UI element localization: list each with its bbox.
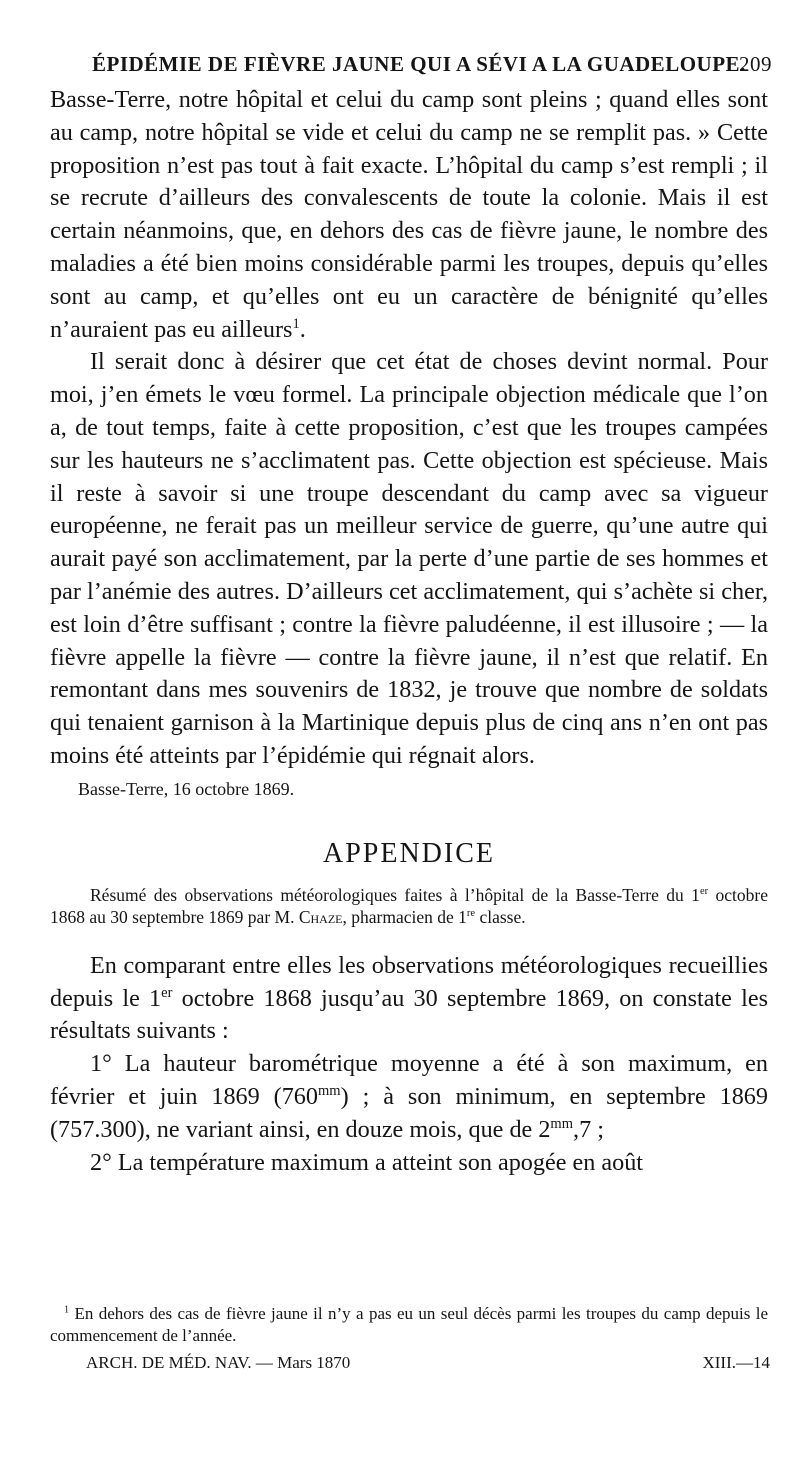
signature-mark: XIII.—14	[702, 1353, 770, 1372]
signature-line: Basse-Terre, 16 octobre 1869.	[78, 778, 295, 799]
summary-text-d: classe.	[475, 906, 526, 927]
paragraph-1-text: Basse-Terre, notre hôpital et celui du camp sont pleins ; quand elles sont au camp, notre hôpital se vide et celui du camp ne se remplit pas. » Cette proposition n’est pas tout à fait exacte. L’hôpital du camp s’est rempli ; il se recrute d’ailleurs des convalescents de toute la colonie. Mais il est certain néanmoins, que, en dehors des cas de fièvre jaune, le nombre des maladies a été bien moins considérable parmi les troupes, depuis qu’elles sont au camp, et qu’elles ont eu un caractère de bénignité qu’elles n’auraient pas eu ailleurs	[50, 86, 768, 343]
appendix-title: APPENDICE	[322, 837, 495, 869]
summary-author: Chaze	[298, 906, 343, 927]
item-1-text-a: 1° La hauteur barométrique moyenne a été à son maximum, en février et juin 1869 (760	[50, 1050, 768, 1110]
footnote	[50, 1303, 768, 1347]
footnote-marker: 1	[64, 1304, 70, 1316]
intro-text-a: En comparant entre elles les observations météorologiques recueillies depuis le 1	[50, 951, 768, 1012]
paragraph-1-end: .	[299, 315, 306, 343]
summary-sup-2: re	[466, 907, 476, 919]
summary-sup-1: er	[699, 885, 709, 897]
item-1-text-b: ) ; à son minimum, en septembre 1869 (757.300), ne variant ainsi, en douze mois, que de 2	[50, 1082, 768, 1143]
journal-reference: ARCH. DE MÉD. NAV. — Mars 1870	[86, 1353, 351, 1372]
item-1-sup-1: mm	[318, 1082, 341, 1099]
summary-text-b: octobre 1868 au 30 septembre 1869 par M.	[50, 884, 768, 927]
running-header	[92, 52, 772, 82]
summary-text-a: Résumé des observations météorologiques faites à l’hôpital de la Basse-Terre du 1	[90, 884, 700, 905]
paragraph-1	[50, 84, 768, 346]
intro-sup: er	[161, 984, 173, 1001]
item-1-text-c: ,7 ;	[573, 1115, 604, 1143]
paragraph-2: Il serait donc à désirer que cet état de choses devint normal. Pour moi, j’en émets le vœu formel. La principale objection médicale que l’on a, de tout temps, faite à cette proposition, c’est que les troupes campées sur les hauteurs ne s’acclimatent pas. Cette objection est spécieuse. Mais il reste à savoir si une troupe descendant du camp avec sa vigueur européenne, ne ferait pas un meilleur service de guerre, qu’une autre qui aurait payé son acclimatement, par la perte d’une partie de ses hommes et par l’anémie des autres. D’ailleurs cet acclimatement, qui s’achète si cher, est loin d’être suffisant ; contre la fièvre paludéenne, il est illusoire ; — la fièvre appelle la fièvre — contre la fièvre jaune, il n’est que relatif. En remontant dans mes souvenirs de 1832, je trouve que nombre de soldats qui tenaient garnison à la Martinique depuis plus de cinq ans n’en ont pas moins été atteints par l’épidémie qui régnait alors.	[50, 348, 768, 769]
footnote-ref: 1	[292, 315, 300, 332]
running-title: ÉPIDÉMIE DE FIÈVRE JAUNE QUI A SÉVI A LA GUADELOUPE.	[92, 52, 746, 76]
appendix-intro	[50, 950, 768, 1048]
page-footer	[86, 1353, 770, 1377]
footnote-text: En dehors des cas de fièvre jaune il n’y a pas eu un seul décès parmi les troupes du camp depuis le commencement de l’année.	[50, 1304, 768, 1345]
appendix-summary	[50, 884, 768, 928]
summary-text-c: , pharmacien de 1	[342, 906, 467, 927]
page-number: 209	[739, 52, 772, 76]
main-text	[50, 84, 768, 1179]
item-1-sup-2: mm	[550, 1115, 574, 1132]
appendix-item-2: 2° La température maximum a atteint son apogée en août	[90, 1148, 644, 1176]
appendix-item-1	[50, 1048, 768, 1146]
intro-text-b: octobre 1868 jusqu’au 30 septembre 1869, on constate les résultats suivants :	[50, 984, 768, 1045]
